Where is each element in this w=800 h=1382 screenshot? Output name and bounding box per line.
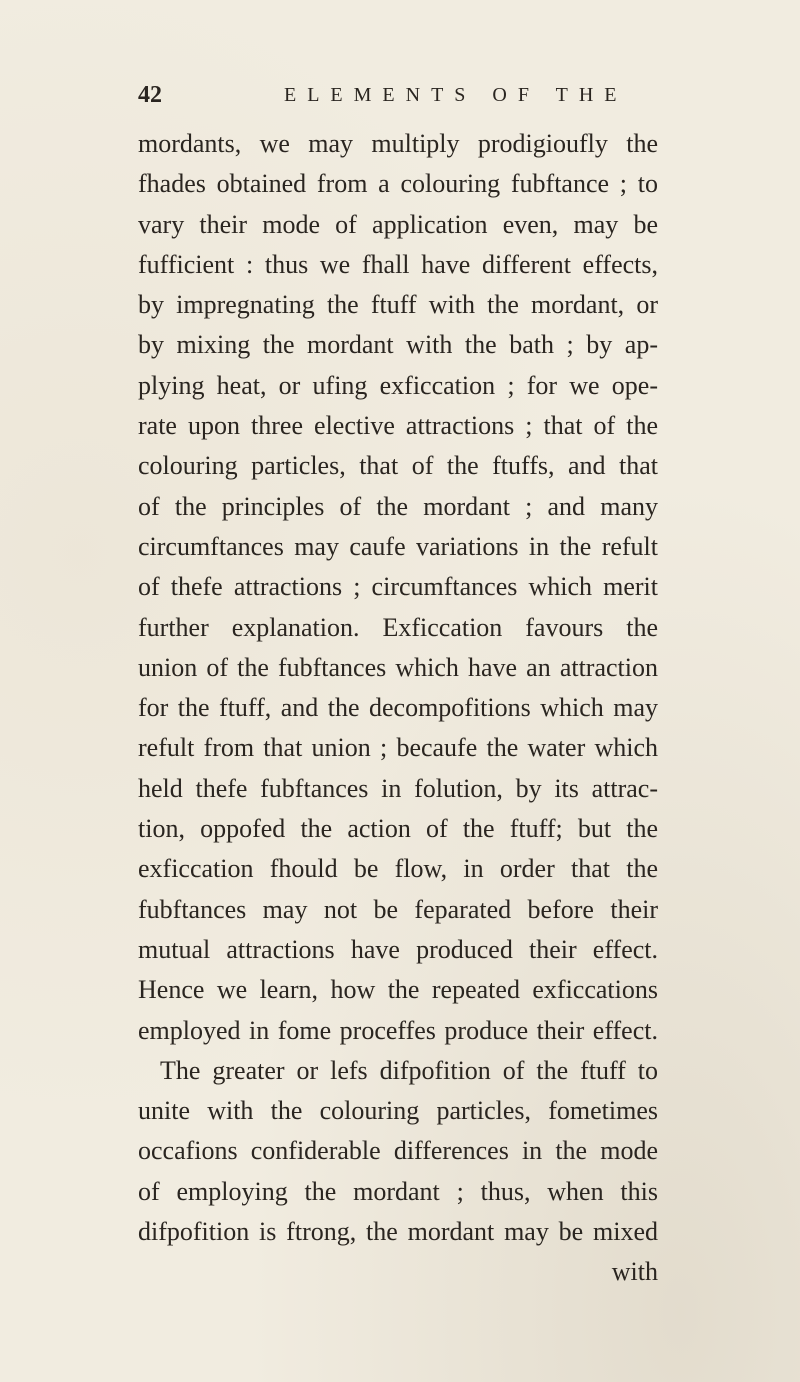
text-line: further explanation. Exficcation favours the [138,612,658,642]
text-line: fhades obtained from a colouring fubftance ; to [138,169,658,199]
text-line: circumftances may caufe variations in the refult [138,531,658,561]
paragraph-start-line: The greater or lefs difpofition of the ftuff to [160,1055,658,1085]
text-line: of the principles of the mordant ; and many [138,491,658,521]
text-line: by mixing the mordant with the bath ; by ap- [138,330,658,360]
running-head: ELEMENTS OF THE [284,84,628,106]
text-line: for the ftuff, and the decompofitions which may [138,693,658,723]
text-line: tion, oppofed the action of the ftuff; but the [138,814,658,844]
text-line: union of the fubftances which have an attraction [138,652,658,682]
text-line: of employing the mordant ; thus, when this [138,1176,658,1206]
text-line: rate upon three elective attractions ; that of the [138,411,658,441]
text-line: employed in fome proceffes produce their effect. [138,1015,658,1045]
text-line: difpofition is ftrong, the mordant may be mixed [138,1217,658,1247]
body-text [138,124,658,1293]
text-line: occafions confiderable differences in the mode [138,1136,658,1166]
text-line: by impregnating the ftuff with the mordant, or [138,290,658,320]
catchword: with [611,1257,658,1287]
text-line: unite with the colouring particles, fometimes [138,1096,658,1126]
text-line: vary their mode of application even, may be [138,209,658,239]
text-line: mordants, we may multiply prodigioufly the [138,129,658,158]
text-line: mutual attractions have produced their effect. [138,934,658,964]
text-line: fubftances may not be feparated before their [138,894,658,924]
text-line: of thefe attractions ; circumftances which merit [138,572,658,602]
page-header [138,82,658,122]
page-number: 42 [138,82,162,108]
text-line: plying heat, or ufing exficcation ; for we ope- [138,370,658,400]
text-line: colouring particles, that of the ftuffs, and that [138,451,658,481]
text-line: held thefe fubftances in folution, by its attrac- [138,773,658,803]
text-line: exficcation fhould be flow, in order that the [138,854,658,884]
text-line: fufficient : thus we fhall have different effects, [138,249,658,279]
text-line: refult from that union ; becaufe the water which [138,733,658,763]
text-line: Hence we learn, how the repeated exficcations [138,975,658,1005]
